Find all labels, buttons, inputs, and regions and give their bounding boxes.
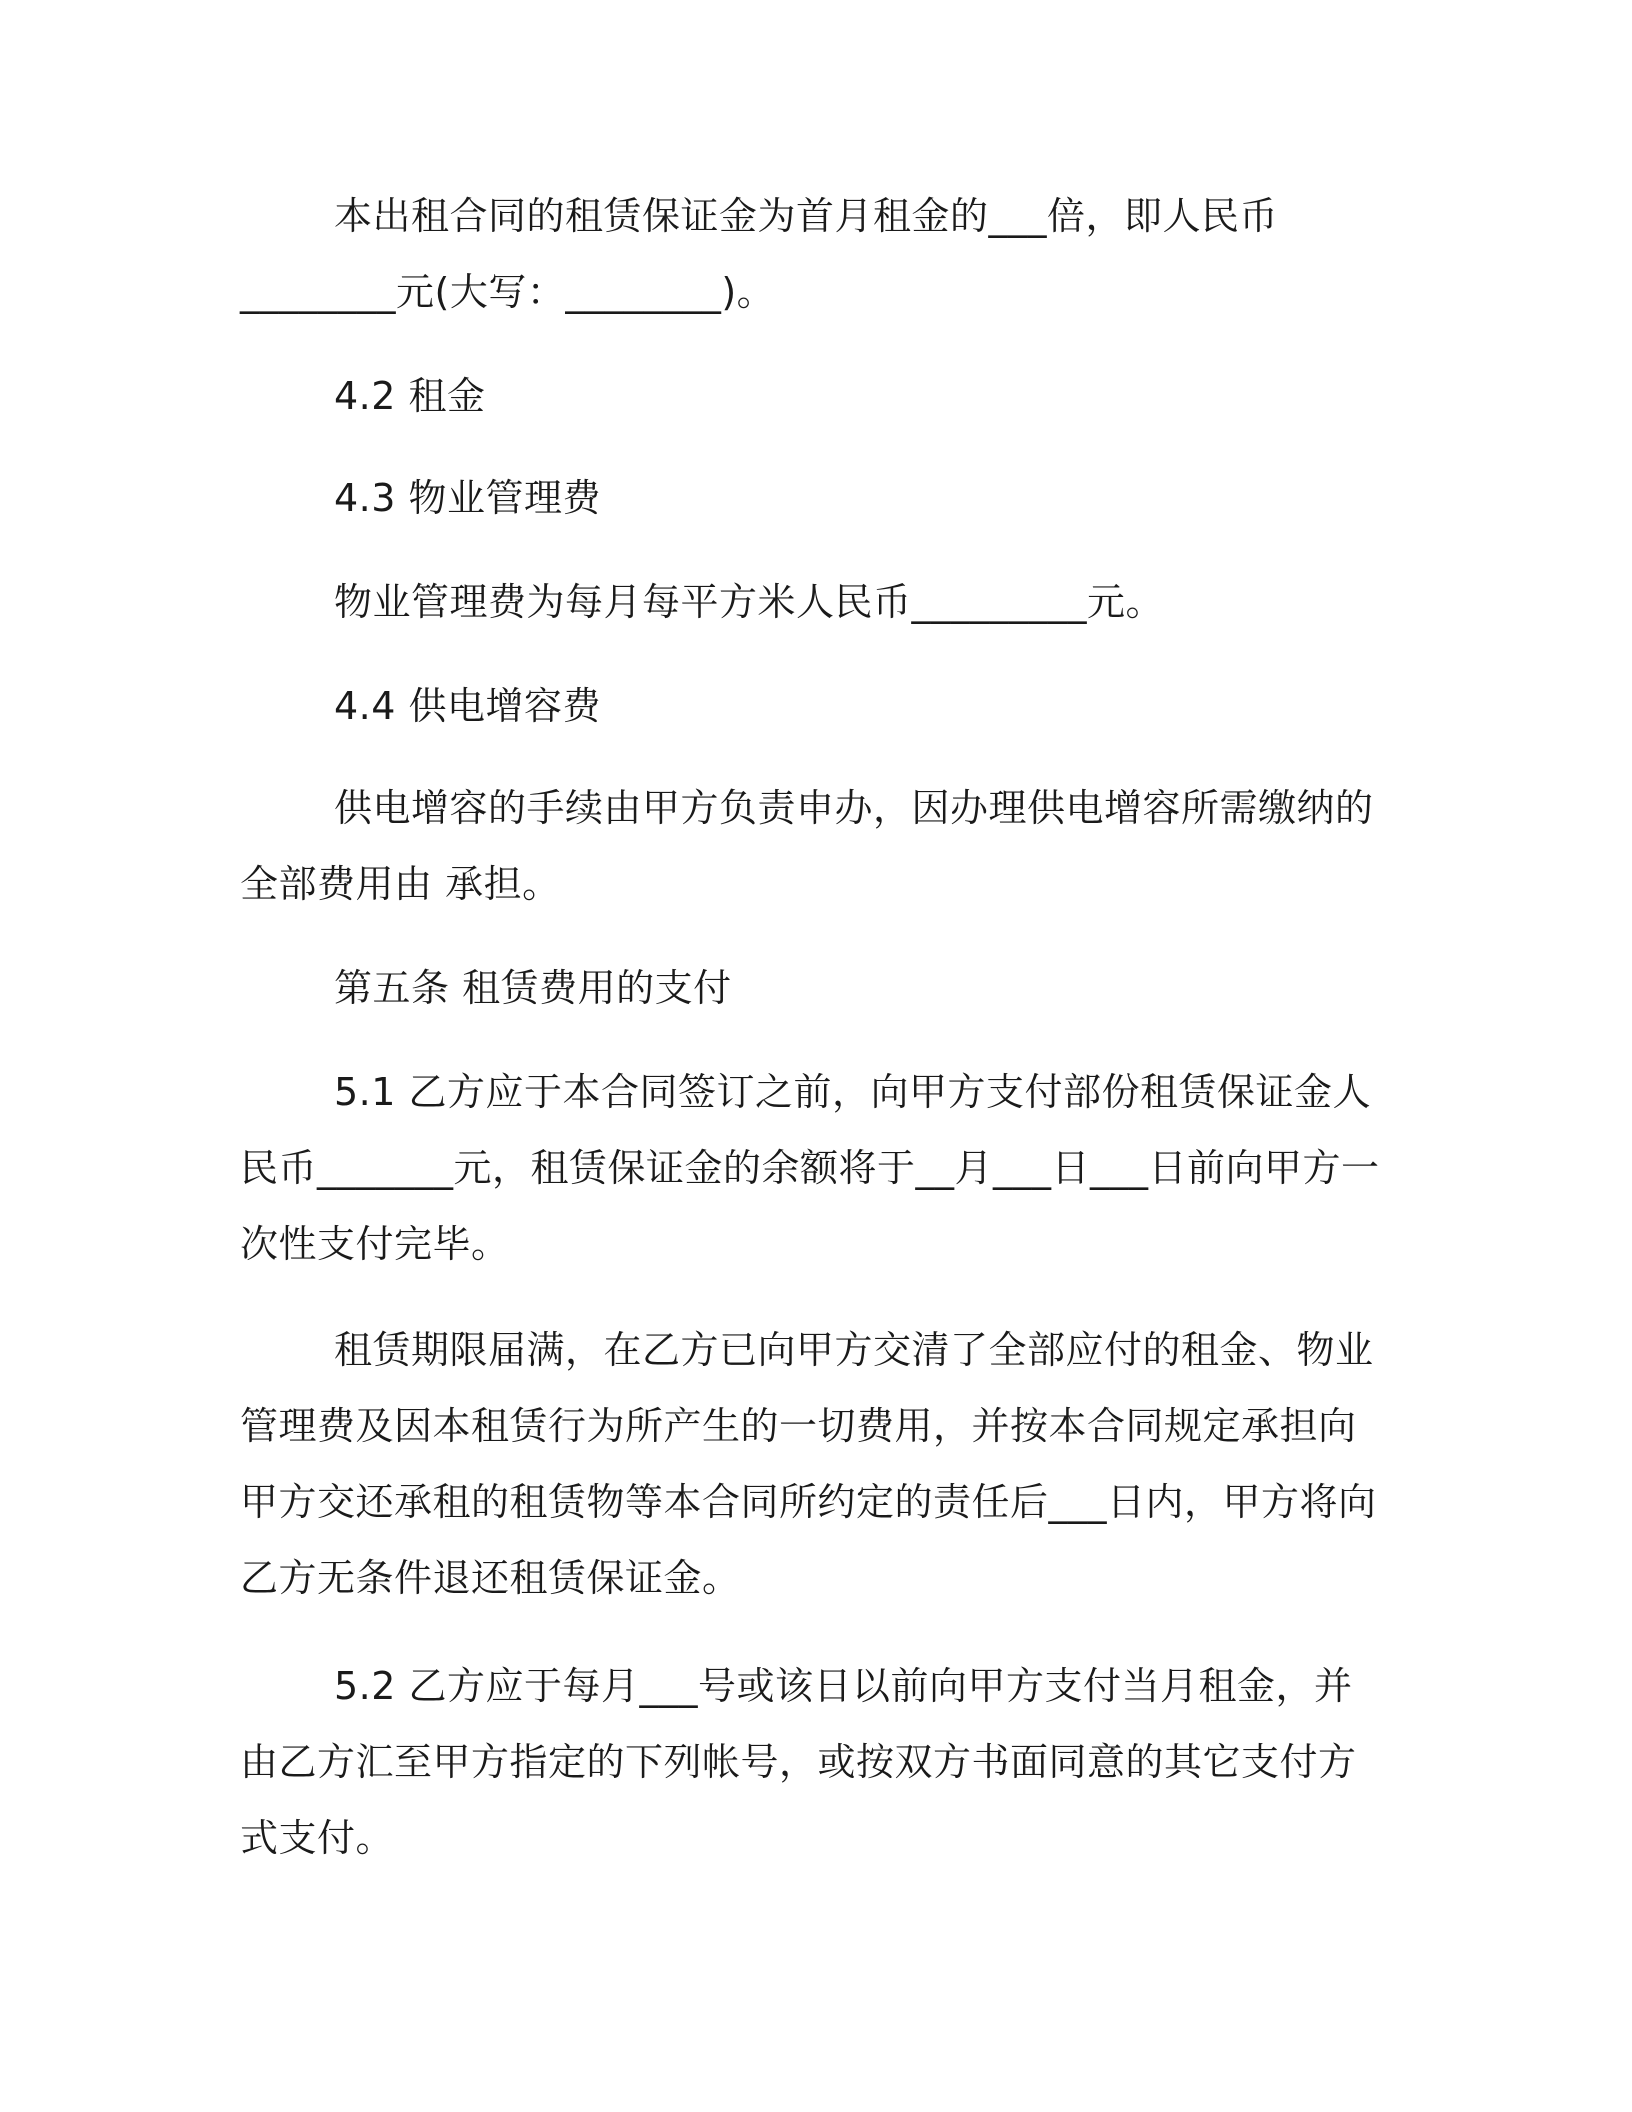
section-4-4-heading: 4.4 供电增容费	[334, 684, 602, 728]
power-capacity-paragraph: 供电增容的手续由甲方负责申办，因办理供电增容所需缴纳的全部费用由 承担。	[240, 786, 1374, 906]
section-5-1-paragraph: 5.1 乙方应于本合同签订之前，向甲方支付部份租赁保证金人民币_______元，租赁保证金的余额将于__月___日___日前向甲方一次性支付完毕。	[240, 1070, 1380, 1266]
section-4-2-heading: 4.2 租金	[334, 374, 486, 418]
deposit-refund-paragraph: 租赁期限届满，在乙方已向甲方交清了全部应付的租金、物业管理费及因本租赁行为所产生的一切费用，并按本合同规定承担向甲方交还承租的租赁物等本合同所约定的责任后___日内，甲方将向乙方无条件退还租赁保证金。	[240, 1328, 1377, 1600]
article-5-heading: 第五条 租赁费用的支付	[334, 966, 732, 1010]
property-fee-paragraph: 物业管理费为每月每平方米人民币_________元。	[334, 580, 1165, 624]
section-4-3-heading: 4.3 物业管理费	[334, 476, 602, 520]
deposit-paragraph: 本出租合同的租赁保证金为首月租金的___倍，即人民币________元(大写：________)。	[240, 194, 1279, 314]
section-5-2-paragraph: 5.2 乙方应于每月___号或该日以前向甲方支付当月租金，并由乙方汇至甲方指定的下列帐号，或按双方书面同意的其它支付方式支付。	[240, 1664, 1357, 1860]
